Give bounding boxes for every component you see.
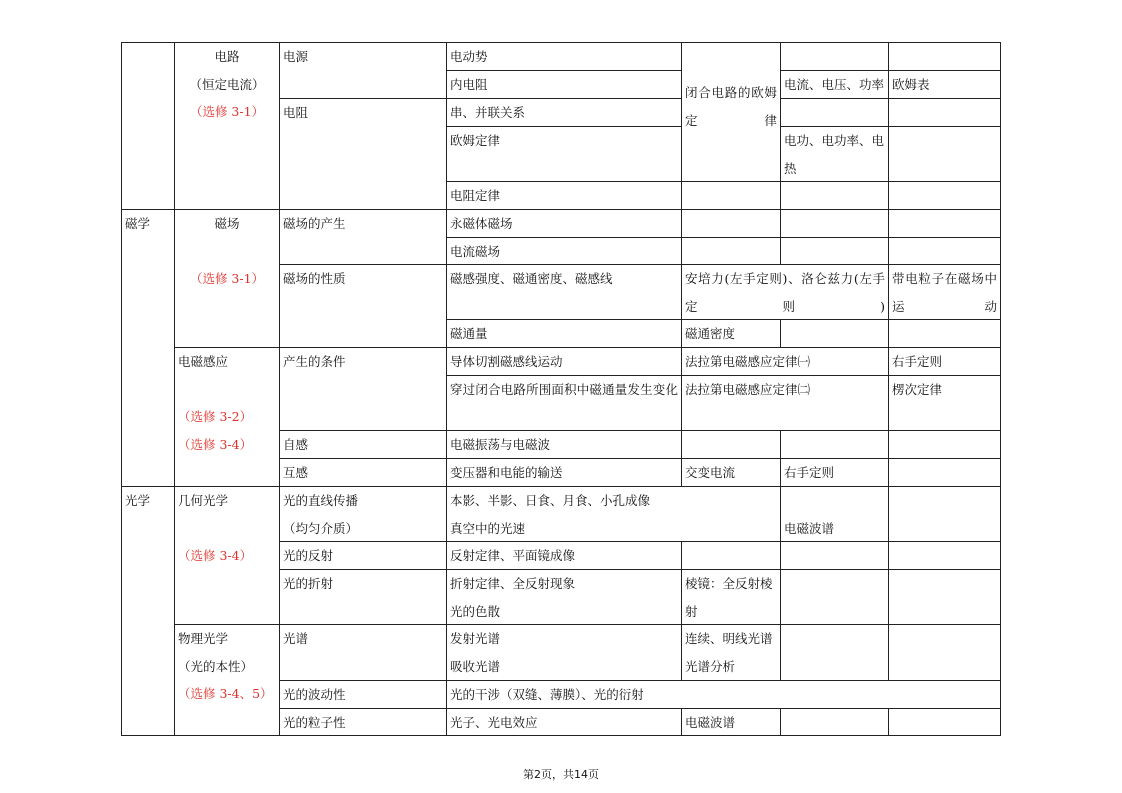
cell-prism <box>681 569 781 625</box>
cell-flux-density <box>446 264 682 320</box>
cell-flux <box>446 319 682 348</box>
text-emf: 电动势 <box>450 49 488 64</box>
cell-wave-nature <box>279 680 447 709</box>
cell-ohms-law <box>446 126 682 182</box>
elective-label: （选修 3-1） <box>189 271 265 286</box>
topic-geometric: 几何光学 <box>178 493 229 508</box>
cell-charged-particle <box>888 264 1001 320</box>
cell-ac <box>681 458 781 487</box>
subject-cell-magnetic <box>121 209 175 487</box>
cell-particle-nature <box>279 708 447 736</box>
text-reflection: 光的反射 <box>283 548 334 563</box>
cell-closed-circuit <box>681 42 781 182</box>
text-mutual-induction: 互感 <box>283 465 309 480</box>
cell-empty <box>681 181 781 210</box>
text-continuous-line: 连续、明线光谱 <box>685 631 773 646</box>
cell-empty <box>888 319 1001 348</box>
text-faraday-1: 法拉第电磁感应定律㈠ <box>685 354 811 369</box>
cell-transformer <box>446 458 682 487</box>
text-right-hand-2: 右手定则 <box>784 465 835 480</box>
text-source: 电源 <box>283 49 309 64</box>
elective-label: （选修 3-2） <box>178 409 253 424</box>
page-number: 第2页，共14页 <box>523 768 599 781</box>
text-transformer: 变压器和电能的输送 <box>450 465 563 480</box>
cell-empty <box>780 98 889 127</box>
topic-physical: 物理光学 <box>178 631 229 646</box>
cell-empty <box>681 209 781 238</box>
text-conductor-cutting: 导体切割磁感线运动 <box>450 354 563 369</box>
cell-empty <box>780 624 889 681</box>
cell-empty <box>780 181 889 210</box>
cell-current-field <box>446 237 682 265</box>
cell-empty <box>888 126 1001 182</box>
cell-empty <box>888 708 1001 736</box>
text-spectrum-analysis: 光谱分析 <box>685 658 736 674</box>
cell-resistance <box>279 98 447 210</box>
text-dispersion: 光的色散 <box>450 603 501 619</box>
topic-cell-geometric <box>174 486 280 625</box>
text-right-hand: 右手定则 <box>892 354 943 369</box>
text-em-spectrum: 电磁波谱 <box>784 520 835 536</box>
cell-field-generation <box>279 209 447 265</box>
topic-cell-circuit <box>174 42 280 210</box>
cell-empty <box>780 541 889 570</box>
cell-reflection-law <box>446 541 682 570</box>
cell-empty <box>888 181 1001 210</box>
cell-current-voltage-power <box>780 70 889 99</box>
cell-faraday-1 <box>681 347 889 376</box>
text-refraction: 光的折射 <box>283 576 334 591</box>
elective-label: （选修 3-4、5） <box>178 686 273 701</box>
cell-flux-change <box>446 375 682 431</box>
cell-resistance-law <box>446 181 682 210</box>
cell-generation-condition <box>279 347 447 431</box>
text-photon: 光子、光电效应 <box>450 715 538 730</box>
subject-cell-optics <box>121 486 175 736</box>
topic-induction: 电磁感应 <box>178 354 229 369</box>
text-oscillation: 电磁振荡与电磁波 <box>450 437 551 452</box>
cell-empty <box>780 42 889 71</box>
text-emission-spectrum: 发射光谱 <box>450 631 501 646</box>
cell-spectrum <box>279 624 447 681</box>
text-wave-nature: 光的波动性 <box>283 687 346 702</box>
text-series-parallel: 串、并联关系 <box>450 105 526 120</box>
cell-ampere-lorentz <box>681 264 889 320</box>
text-ohmmeter: 欧姆表 <box>892 77 930 92</box>
cell-emission <box>446 624 682 681</box>
text-light-speed: 真空中的光速 <box>450 520 526 536</box>
text-charged-particle: 带电粒子在磁场中运动 <box>892 271 997 314</box>
topic-cell-physical <box>174 624 280 736</box>
cell-flux-density-2 <box>681 319 781 348</box>
text-self-induction: 自感 <box>283 437 309 452</box>
text-linear-propagation: 光的直线传播 <box>283 493 359 508</box>
text-lenz: 楞次定律 <box>892 382 943 397</box>
cell-empty <box>780 569 889 625</box>
cell-empty <box>780 237 889 265</box>
cell-empty <box>888 209 1001 238</box>
cell-faraday-2 <box>681 375 889 431</box>
cell-empty <box>780 209 889 238</box>
topic-circuit-sub: （恒定电流） <box>189 76 265 92</box>
text-internal-resistance: 内电阻 <box>450 77 488 92</box>
cell-source <box>279 42 447 99</box>
text-em-spectrum-2: 电磁波谱 <box>685 715 736 730</box>
topic-field: 磁场 <box>214 216 240 231</box>
text-flux: 磁通量 <box>450 326 488 341</box>
text-current-voltage-power: 电流、电压、功率 <box>784 77 885 92</box>
cell-linear-propagation <box>279 486 447 542</box>
text-ac: 交变电流 <box>685 465 736 480</box>
text-generation-condition: 产生的条件 <box>283 354 346 369</box>
text-absorption-spectrum: 吸收光谱 <box>450 658 501 674</box>
cell-empty <box>780 430 889 459</box>
text-spectrum: 光谱 <box>283 631 309 646</box>
text-flux-density: 磁感强度、磁通密度、磁感线 <box>450 271 613 286</box>
cell-empty <box>681 237 781 265</box>
text-current-field: 电流磁场 <box>450 244 501 259</box>
cell-permanent-magnet <box>446 209 682 238</box>
text-flux-density-2: 磁通密度 <box>685 326 736 341</box>
text-reflection-law: 反射定律、平面镜成像 <box>450 548 576 563</box>
text-field-properties: 磁场的性质 <box>283 271 346 286</box>
text-uniform-medium: （均匀介质） <box>283 520 359 536</box>
cell-self-induction <box>279 430 447 459</box>
cell-empty <box>888 430 1001 459</box>
cell-shadows <box>446 486 781 542</box>
text-flux-change: 穿过闭合电路所围面积中磁通量发生变化 <box>450 382 678 397</box>
cell-interference <box>446 680 1001 709</box>
cell-work-power-heat <box>780 126 889 182</box>
cell-empty <box>888 98 1001 127</box>
elective-label: （选修 3-4） <box>178 436 253 452</box>
topic-cell-induction <box>174 347 280 487</box>
cell-empty <box>888 42 1001 71</box>
text-ampere-lorentz: 安培力(左手定则)、洛仑兹力(左手定则) <box>685 271 885 314</box>
subject-magnetic: 磁学 <box>125 216 151 231</box>
text-particle-nature: 光的粒子性 <box>283 715 346 730</box>
cell-continuous-line <box>681 624 781 681</box>
cell-lenz <box>888 375 1001 431</box>
cell-photon <box>446 708 682 736</box>
text-faraday-2: 法拉第电磁感应定律㈡ <box>685 382 811 397</box>
cell-empty <box>681 430 781 459</box>
topic-cell-field <box>174 209 280 348</box>
cell-field-properties <box>279 264 447 348</box>
cell-ohmmeter <box>888 70 1001 99</box>
text-permanent-magnet: 永磁体磁场 <box>450 216 513 231</box>
cell-empty <box>681 541 781 570</box>
cell-right-hand-2 <box>780 458 889 487</box>
text-resistance: 电阻 <box>283 105 309 120</box>
subject-optics: 光学 <box>125 493 151 508</box>
cell-oscillation <box>446 430 682 459</box>
cell-refraction <box>279 569 447 625</box>
text-work-power-heat: 电功、电功率、电热 <box>784 133 885 176</box>
cell-empty <box>888 624 1001 681</box>
cell-empty <box>888 486 1001 542</box>
cell-conductor-cutting <box>446 347 682 376</box>
elective-label: （选修 3-1） <box>189 104 265 119</box>
elective-label: （选修 3-4） <box>178 548 253 563</box>
cell-mutual-induction <box>279 458 447 487</box>
cell-empty <box>888 541 1001 570</box>
cell-empty <box>888 569 1001 625</box>
text-interference: 光的干涉（双缝、薄膜）、光的衍射 <box>450 687 644 702</box>
text-shadows: 本影、半影、日食、月食、小孔成像 <box>450 493 651 508</box>
text-prism: 棱镜：全反射棱射 <box>685 576 773 619</box>
cell-reflection <box>279 541 447 570</box>
cell-empty <box>888 237 1001 265</box>
cell-emf <box>446 42 682 71</box>
text-ohms-law: 欧姆定律 <box>450 133 501 148</box>
text-resistance-law: 电阻定律 <box>450 188 501 203</box>
subject-cell-electric <box>121 42 175 210</box>
cell-series-parallel <box>446 98 682 127</box>
text-field-generation: 磁场的产生 <box>283 216 346 231</box>
cell-right-hand <box>888 347 1001 376</box>
cell-empty <box>888 458 1001 487</box>
text-closed-circuit: 闭合电路的欧姆定律 <box>685 85 777 128</box>
cell-em-spectrum-2 <box>681 708 781 736</box>
cell-em-spectrum <box>780 486 889 542</box>
cell-refraction-law <box>446 569 682 625</box>
cell-empty <box>780 319 889 348</box>
topic-physical-sub: （光的本性） <box>178 658 254 674</box>
topic-circuit: 电路 <box>214 49 240 64</box>
cell-empty <box>780 708 889 736</box>
text-refraction-law: 折射定律、全反射现象 <box>450 576 576 591</box>
cell-internal-resistance <box>446 70 682 99</box>
